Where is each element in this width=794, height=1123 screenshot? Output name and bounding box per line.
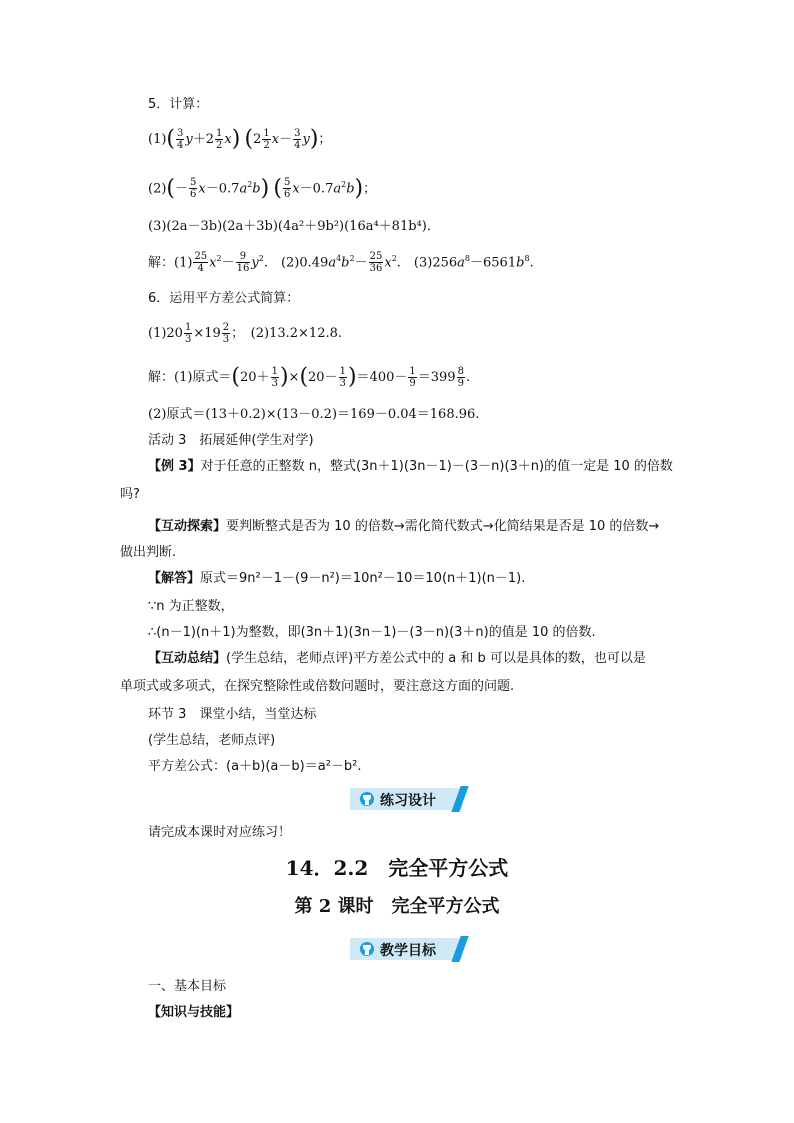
practice-design-badge <box>350 788 468 810</box>
trophy-icon <box>360 792 374 806</box>
explore-tag: 【互动探索】 <box>148 519 227 534</box>
example3-text: 对于任意的正整数 n，整式(3n＋1)(3n－1)－(3－n)(3＋n)的值一定是 10 的倍数 <box>200 459 673 474</box>
summary-line2: 单项式或多项式，在探究整除性或倍数问题时，要注意这方面的问题. <box>120 679 515 694</box>
section-title: 14．2.2 完全平方公式 <box>285 856 509 880</box>
q5-title: 5．计算： <box>148 97 209 112</box>
step3-heading: 环节 3 课堂小结，当堂达标 <box>148 707 317 722</box>
answer-line3: ∴(n－1)(n＋1)为整数，即(3n＋1)(3n－1)－(3－n)(3＋n)的值是 10 的倍数. <box>148 625 596 640</box>
q6-part2: (2)13.2×12.8. <box>250 326 343 341</box>
q6-parts: (1)20 $\frac{1}{3}$ ×19 $\frac{2}{3}$ ； (2)13.2×12.8. <box>148 322 343 345</box>
summary-line1 <box>148 650 646 668</box>
review-note: (学生总结，老师点评) <box>148 733 276 748</box>
explore-line1 <box>148 518 659 536</box>
explore-line2: 做出判断. <box>120 545 177 560</box>
summary-text: (学生总结，老师点评)平方差公式中的 a 和 b 可以是具体的数，也可以是 <box>226 651 646 666</box>
badge-label: 练习设计 <box>380 793 436 809</box>
explore-text: 要判断整式是否为 10 的倍数→需化简代数式→化简结果是否是 10 的倍数→ <box>226 519 660 534</box>
answer-text: 原式＝9n²－1－(9－n²)＝10n²－10＝10(n＋1)(n－1). <box>200 571 526 586</box>
summary-tag: 【互动总结】 <box>148 651 227 666</box>
answer-line1 <box>148 570 525 588</box>
formula-line: 平方差公式：(a＋b)(a－b)＝a²－b². <box>148 759 362 774</box>
lesson-title: 第 2 课时 完全平方公式 <box>294 896 500 917</box>
badge-label: 教学目标 <box>380 943 436 959</box>
q6-title: 6．运用平方差公式简算： <box>148 291 300 306</box>
example3-line2: 吗? <box>120 487 140 502</box>
q5-part1: (1)( $\frac{3}{4}$ y＋2 $\frac{1}{2}$ x) (2 $\frac{1}{2}$ x－ $\frac{3}{4}$ y)； <box>148 126 332 152</box>
answer-tag: 【解答】 <box>148 571 201 586</box>
knowledge-heading: 【知识与技能】 <box>148 1005 240 1020</box>
example3-tag: 【例 3】 <box>148 459 201 474</box>
basic-goal-heading: 一、基本目标 <box>148 979 227 994</box>
q5-part2: (2)(－ $\frac{5}{6}$ $x-0.7a^2b$) ( $\frac{5}{6}$ $x-0.7a^2b$)； <box>148 175 377 201</box>
teaching-goals-badge <box>350 938 468 960</box>
practice-note: 请完成本课时对应练习！ <box>148 825 292 840</box>
q5-answer: 解：(1) $\frac{25}{4}$ $x^2-$ $\frac{9}{16}$ $y^2$. $(2)0.49a^4b^2-$ $\frac{25}{36}$ $x^2$. $(3)256a^8-6561b^8$. <box>148 251 534 275</box>
activity3-heading: 活动 3 拓展延伸(学生对学) <box>148 433 314 448</box>
trophy-icon <box>360 942 374 956</box>
q6-answer1-prefix: 解：(1)原式＝ <box>148 370 232 385</box>
answer-line2: ∵n 为正整数， <box>148 599 234 614</box>
example3-line1 <box>148 458 673 476</box>
answer-label: 解： <box>148 255 175 271</box>
q5-part3: (3)(2a－3b)(2a＋3b)(4a²＋9b²)(16a⁴＋81b⁴)． <box>148 219 440 234</box>
q6-answer1: 解：(1)原式＝(20＋ $\frac{1}{3}$ )×(20－ $\frac{1}{3}$ )＝400－ $\frac{1}{9}$ ＝399 $\frac{8}{9}$ . <box>148 364 471 390</box>
q6-answer2: (2)原式＝(13＋0.2)×(13－0.2)＝169－0.04＝168.96. <box>148 407 480 422</box>
